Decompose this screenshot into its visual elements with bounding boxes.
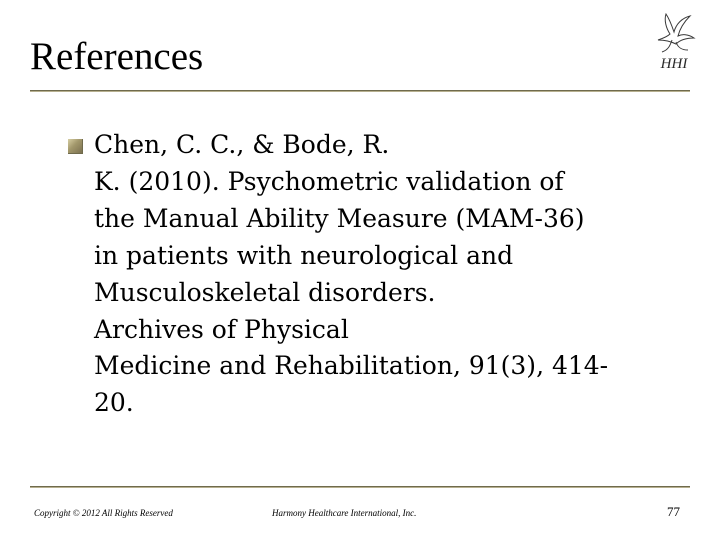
reference-line: K. (2010). Psychometric validation of [94, 166, 564, 196]
reference-line: Chen, C. C., & Bode, R. [94, 130, 390, 159]
footer-divider [30, 486, 690, 488]
page-number: 77 [667, 504, 680, 519]
reference-text [94, 127, 694, 422]
bullet-icon [68, 139, 83, 154]
dove-logo-icon [648, 10, 700, 74]
footer-copyright: Copyright © 2012 All Rights Reserved [34, 508, 173, 518]
reference-line: Musculoskeletal disorders. [94, 277, 436, 307]
logo-text: HHI [660, 56, 688, 72]
slide-title: References [30, 35, 204, 78]
reference-line: Medicine and Rehabilitation, 91(3), 414- [94, 351, 609, 381]
reference-line: the Manual Ability Measure (MAM-36) [94, 203, 585, 233]
title-divider [30, 90, 690, 92]
reference-line: 20. [94, 388, 134, 418]
reference-line: Archives of Physical [94, 314, 349, 344]
footer-organization: Harmony Healthcare International, Inc. [272, 508, 417, 518]
reference-line: in patients with neurological and [94, 240, 514, 270]
